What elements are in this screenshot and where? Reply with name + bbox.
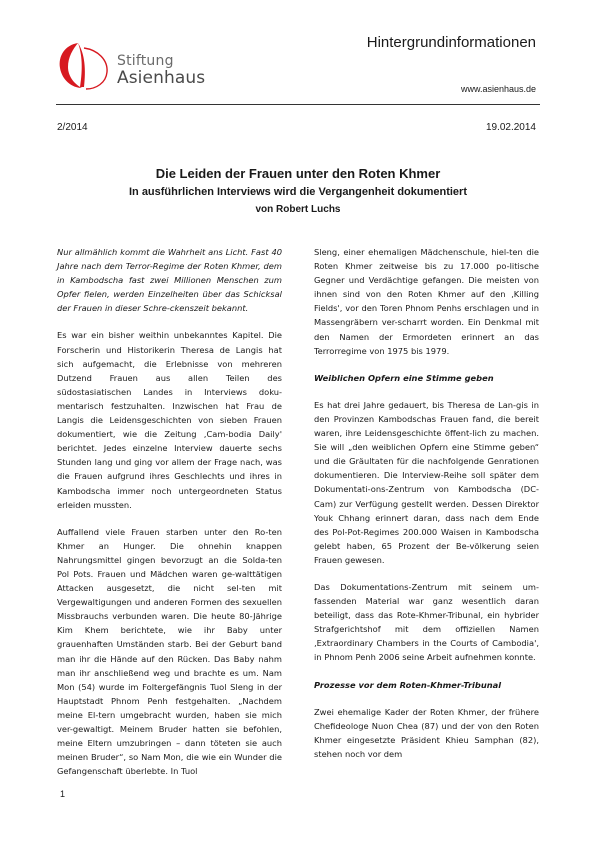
body-paragraph: Es war ein bisher weithin unbekanntes Kapitel. Die Forscherin und Historikerin Theresa de Langis hat sich aufgemacht, die Erlebnisse von mehreren Dutzend Frauen aus allen Teilen des südostasiatischen Landes in Interviews doku-mentarisch festzuhalten. Inzwischen hat Frau de Langis die Leidensgeschichten von sieben Frauen dokumentiert, wie die Zeitung ‚Cam-bodia Daily' berichtet. Jedes einzelne Interview dauerte sechs Stunden lang und ging vor allem der Frage nach, was die Frauen aufgrund ihres Geschlechts und ihres in Kambodscha immer noch untergeordneten Status erleiden mussten. [57,330,282,510]
issue-number: 2/2014 [57,122,88,133]
body-paragraph: Sleng, einer ehemaligen Mädchenschule, hiel-ten die Roten Khmer zeitweise bis zu 17.000 po-litische Gegner und Verdächtige gefangen. Die meisten von ihnen sind von den Roten Khmer auf den ‚Killing Fields', vor den Toren Phnom Penhs erschlagen und in Massengräbern ver-scharrt worden. Ein Denkmal mit den Namen der Ermordeten erinnert an das Terrorregime von 1975 bis 1979. [314,247,539,356]
right-column [314,245,539,774]
section-heading: Prozesse vor dem Roten-Khmer-Tribunal [314,679,502,690]
body-paragraph: Auffallend viele Frauen starben unter den Ro-ten Khmer an Hunger. Die ohnehin knappen Nahrungsmittel gingen bevorzugt an die Solda-ten Pol Pots. Frauen und Mädchen waren ge-walttätigen Attacken ausgesetzt, die nicht sel-ten mit Vergewaltigungen und anderen Formen des sexuellen Missbrauchs verbunden waren. Die heute 80-Jährige Kim Khem berichtete, wie ihr Baby unter grauenhaften Umständen starb. Bei der Geburt band man ihr die Hände auf den Rücken. Das Baby nahm man ihr anschließend weg und brachte es um. Nam Mon (54) wurde im Foltergefängnis Tuol Sleng in der Hauptstadt Phnom Penh festgehalten. „Nachdem meine El-tern umgebracht wurden, haben sie mich ver-gewaltigt. Meinem Bruder hatten sie befohlen, meine Eltern umzubringen – dann töteten sie auch meinen Bruder“, so Nam Mon, die wie ein Wunder die Gefangenschaft überlebte. In Tuol [57,526,282,777]
document-type-title: Hintergrundinformationen [366,34,536,51]
article-heading [56,166,540,215]
section-heading: Weiblichen Opfern eine Stimme geben [314,372,494,383]
brand-line-2: Asienhaus [117,68,206,88]
article-title: Die Leiden der Frauen unter den Roten Khmer [155,166,441,181]
page-number: 1 [60,789,66,799]
body-paragraph: Zwei ehemalige Kader der Roten Khmer, der frühere Chefideologe Nuon Chea (87) und der von den Roten Khmer eingesetzte Präsident Khieu Samphan (82), stehen noch vor dem [314,706,539,759]
brand-line-1: Stiftung [117,53,174,69]
website-link[interactable]: www.asienhaus.de [460,84,536,94]
publication-date: 19.02.2014 [485,122,536,133]
article-subtitle: In ausführlichen Interviews wird die Vergangenheit dokumentiert [128,186,467,198]
body-paragraph: Es hat drei Jahre gedauert, bis Theresa de Lan-gis in den Provinzen Kambodschas Frauen fand, die bereit waren, ihre Leidensgeschichte öffent-lich zu machen. Sie will „den weiblichen Opfern eine Stimme geben“ und die Gräultaten für die nachfolgende Genrationen dokumentieren. Die Interview-Reihe soll später dem Dokumentati-ons-Zentrum von Kambodscha (DC-Cam) zur Verfügung gestellt werden. Dessen Direktor Youk Chhang erinnert daran, dass nach dem Ende des Pol-Pot-Regimes 200.000 Waisen in Kambodscha gelebt haben, 65 Prozent der Be-völkerung seien Frauen gewesen. [314,399,539,565]
brand-name [117,54,205,87]
lead-paragraph: Nur allmählich kommt die Wahrheit ans Licht. Fast 40 Jahre nach dem Terror-Regime der Roten Khmer, dem in Kambodscha fast zwei Millionen Menschen zum Opfer fielen, werden Einzelheiten über das Schicksal der Frauen in dieser Schre-ckenszeit bekannt. [57,247,282,314]
body-paragraph: Das Dokumentations-Zentrum mit seinem um-fassenden Material war ganz wesentlich daran beteiligt, dass das Rote-Khmer-Tribunal, ein hybrider Strafgerichtshof mit dem offiziellen Namen ‚Extraordinary Chambers in the Courts of Cambodia', in Phnom Penh 2006 seine Arbeit aufnehmen konnte. [314,581,539,663]
left-column [57,245,282,791]
header-divider [56,104,540,105]
asienhaus-logo-icon [56,40,112,90]
article-byline: von Robert Luchs [255,204,341,215]
